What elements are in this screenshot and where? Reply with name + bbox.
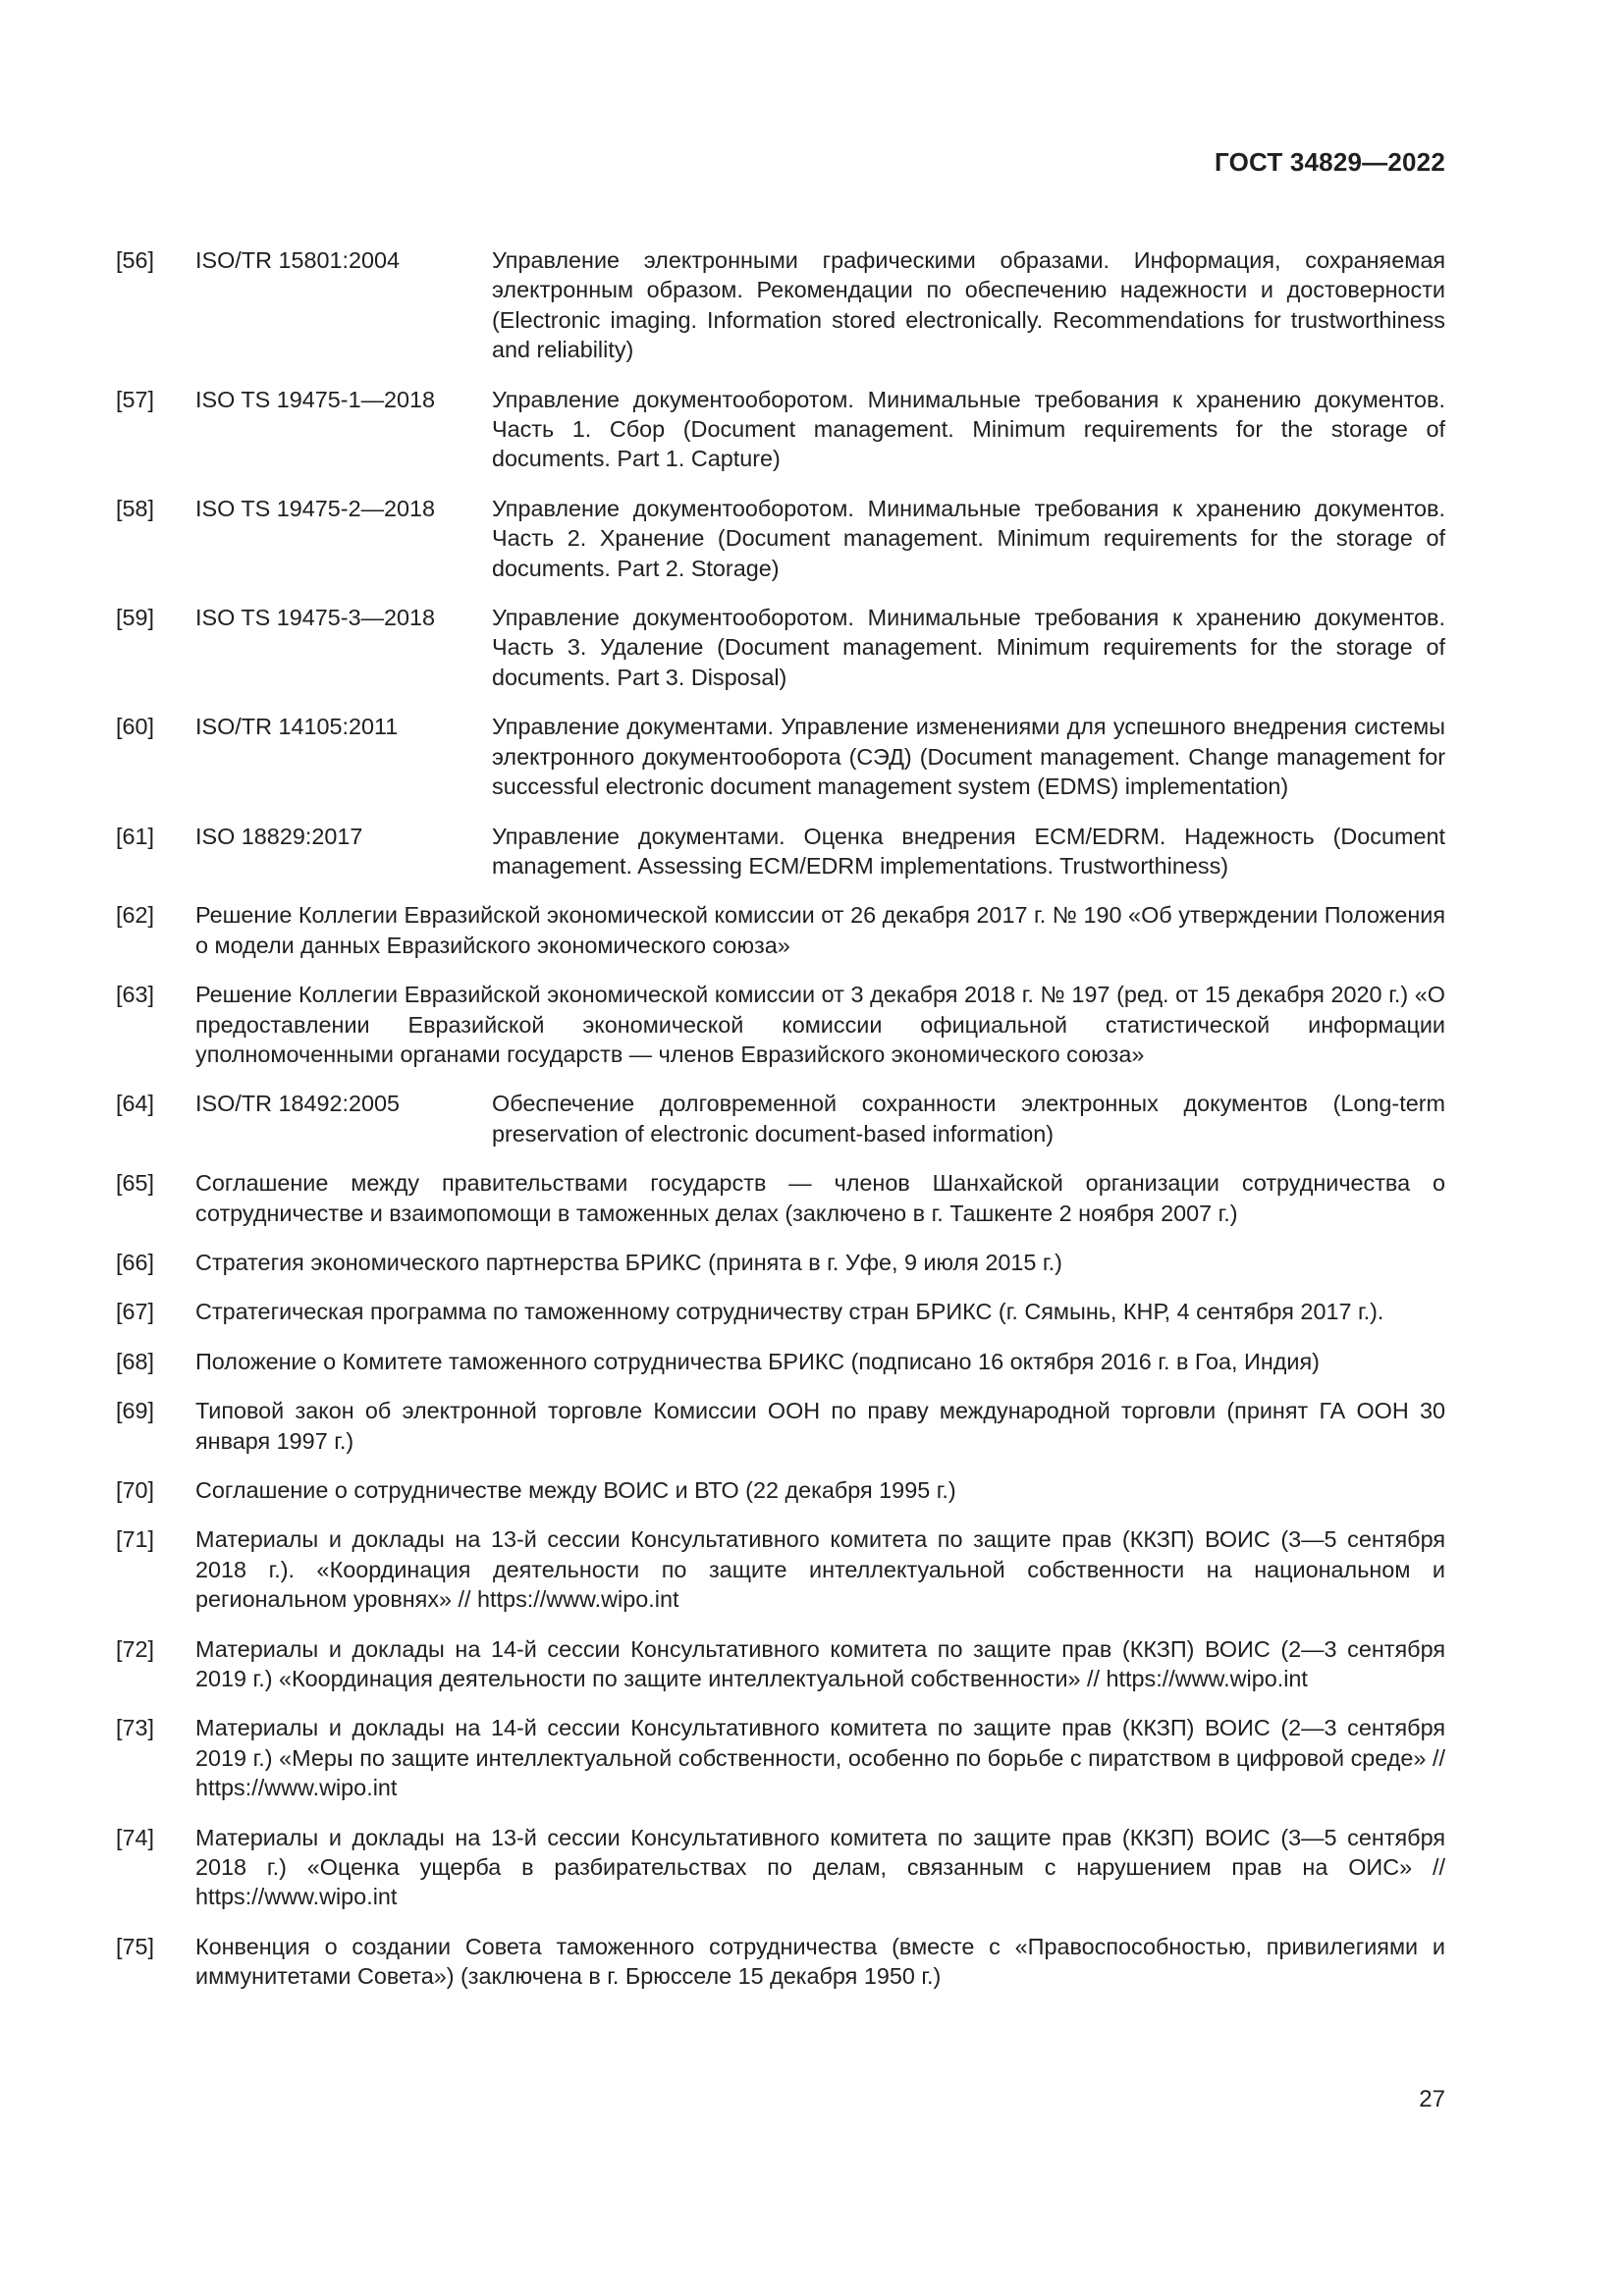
- reference-code: ISO TS 19475-2—2018: [195, 495, 436, 521]
- reference-number: [60]: [116, 714, 155, 740]
- reference-item: [116, 900, 1445, 960]
- reference-item: [116, 385, 1445, 474]
- reference-description: Управление документами. Оценка внедрения ECM/EDRM. Надежность (Document management. Assessing ECM/EDRM implementations. Trustworthiness): [492, 823, 1445, 879]
- reference-text: Материалы и доклады на 14-й сессии Консультативного комитета по защите прав (ККЗП) ВОИС (2—3 сентября 2019 г.) «Меры по защите интеллектуальной собственности, особенно по борьбе с пиратством в цифровой среде» // https://www.wipo.int: [195, 1715, 1445, 1801]
- page-header: ГОСТ 34829—2022: [1215, 147, 1445, 177]
- reference-text: Соглашение между правительствами государств — членов Шанхайской организации сотрудничества о сотрудничестве и взаимопомощи в таможенных делах (заключено в г. Ташкенте 2 ноября 2007 г.): [195, 1170, 1445, 1226]
- reference-text: Стратегия экономического партнерства БРИКС (принята в г. Уфе, 9 июля 2015 г.): [195, 1249, 1062, 1275]
- reference-item: [116, 1823, 1445, 1912]
- reference-number: [59]: [116, 605, 155, 631]
- references-list: [116, 245, 1445, 2011]
- reference-code: ISO TS 19475-1—2018: [195, 386, 436, 412]
- reference-text: Материалы и доклады на 14-й сессии Консультативного комитета по защите прав (ККЗП) ВОИС (2—3 сентября 2019 г.) «Координация деятельности по защите интеллектуальной собственности» // https://www.wipo.int: [195, 1635, 1445, 1692]
- reference-item: [116, 1347, 1445, 1376]
- reference-number: [74]: [116, 1824, 155, 1850]
- reference-description: Управление документооборотом. Минимальные требования к хранению документов. Часть 1. Сбор (Document management. Minimum requirements for the storage of documents. Part 1. Capture): [492, 386, 1445, 472]
- reference-text: Материалы и доклады на 13-й сессии Консультативного комитета по защите прав (ККЗП) ВОИС (3—5 сентября 2018 г.). «Координация деятельности по защите интеллектуальной собственности на национальном и региональном уровнях» // https://www.wipo.int: [195, 1526, 1445, 1613]
- reference-item: [116, 1248, 1445, 1277]
- reference-number: [70]: [116, 1477, 155, 1503]
- reference-item: [116, 245, 1445, 365]
- reference-item: [116, 1524, 1445, 1614]
- reference-number: [62]: [116, 902, 155, 929]
- reference-text: Соглашение о сотрудничестве между ВОИС и ВТО (22 декабря 1995 г.): [195, 1477, 956, 1503]
- reference-number: [66]: [116, 1249, 155, 1275]
- reference-number: [68]: [116, 1348, 155, 1374]
- reference-number: [65]: [116, 1170, 155, 1197]
- reference-item: [116, 1089, 1445, 1148]
- reference-item: [116, 494, 1445, 583]
- reference-number: [73]: [116, 1715, 155, 1741]
- reference-number: [61]: [116, 823, 155, 849]
- reference-item: [116, 1168, 1445, 1228]
- reference-item: [116, 980, 1445, 1069]
- reference-number: [64]: [116, 1091, 155, 1117]
- reference-code: ISO TS 19475-3—2018: [195, 605, 436, 631]
- reference-item: [116, 1932, 1445, 1992]
- reference-item: [116, 603, 1445, 692]
- reference-item: [116, 1396, 1445, 1456]
- reference-item: [116, 1713, 1445, 1802]
- reference-item: [116, 1634, 1445, 1694]
- reference-description: Управление документами. Управление изменениями для успешного внедрения системы электронного документооборота (СЭД) (Document management. Change management for successful electronic document management system (EDMS) implementation): [492, 714, 1445, 800]
- reference-text: Типовой закон об электронной торговле Комиссии ООН по праву международной торговли (принят ГА ООН 30 января 1997 г.): [195, 1398, 1445, 1454]
- reference-description: Управление документооборотом. Минимальные требования к хранению документов. Часть 2. Хранение (Document management. Minimum requirements for the storage of documents. Part 2. Storage): [492, 495, 1445, 581]
- reference-number: [72]: [116, 1635, 155, 1662]
- page-number: 27: [1419, 2086, 1445, 2112]
- reference-code: ISO 18829:2017: [195, 823, 363, 849]
- reference-description: Управление электронными графическими образами. Информация, сохраняемая электронным образом. Рекомендации по обеспечению надежности и достоверности (Electronic imaging. Information stored electronically. Recommendations for trustworthiness and reliability): [492, 247, 1445, 363]
- reference-text: Стратегическая программа по таможенному сотрудничеству стран БРИКС (г. Сямынь, КНР, 4 сентября 2017 г.).: [195, 1299, 1384, 1325]
- reference-number: [67]: [116, 1299, 155, 1325]
- reference-text: Решение Коллегии Евразийской экономической комиссии от 26 декабря 2017 г. № 190 «Об утверждении Положения о модели данных Евразийского экономического союза»: [195, 902, 1445, 958]
- reference-description: Обеспечение долговременной сохранности электронных документов (Long-term preservation of electronic document-based information): [492, 1091, 1445, 1147]
- reference-number: [56]: [116, 247, 155, 273]
- reference-number: [63]: [116, 982, 155, 1008]
- reference-code: ISO/TR 14105:2011: [195, 714, 399, 740]
- reference-text: Материалы и доклады на 13-й сессии Консультативного комитета по защите прав (ККЗП) ВОИС (3—5 сентября 2018 г.) «Оценка ущерба в разбирательствах по делам, связанным с нарушением прав на ОИС» // https://www.wipo.int: [195, 1824, 1445, 1910]
- reference-description: Управление документооборотом. Минимальные требования к хранению документов. Часть 3. Удаление (Document management. Minimum requirements for the storage of documents. Part 3. Disposal): [492, 605, 1445, 690]
- reference-text: Решение Коллегии Евразийской экономической комиссии от 3 декабря 2018 г. № 197 (ред. от 15 декабря 2020 г.) «О предоставлении Евразийской экономической комиссии официальной статистической информации уполномоченными органами государств — членов Евразийского экономического союза»: [195, 982, 1445, 1067]
- reference-number: [71]: [116, 1526, 155, 1553]
- reference-code: ISO/TR 18492:2005: [195, 1091, 401, 1117]
- reference-code: ISO/TR 15801:2004: [195, 247, 401, 273]
- reference-item: [116, 712, 1445, 801]
- reference-item: [116, 822, 1445, 881]
- reference-number: [69]: [116, 1398, 155, 1424]
- reference-text: Конвенция о создании Совета таможенного сотрудничества (вместе с «Правоспособностью, привилегиями и иммунитетами Совета») (заключена в г. Брюсселе 15 декабря 1950 г.): [195, 1933, 1445, 1990]
- reference-number: [58]: [116, 495, 155, 521]
- reference-number: [57]: [116, 386, 155, 412]
- reference-text: Положение о Комитете таможенного сотрудничества БРИКС (подписано 16 октября 2016 г. в Гоа, Индия): [195, 1348, 1320, 1374]
- reference-item: [116, 1297, 1445, 1326]
- reference-number: [75]: [116, 1933, 155, 1959]
- reference-item: [116, 1475, 1445, 1505]
